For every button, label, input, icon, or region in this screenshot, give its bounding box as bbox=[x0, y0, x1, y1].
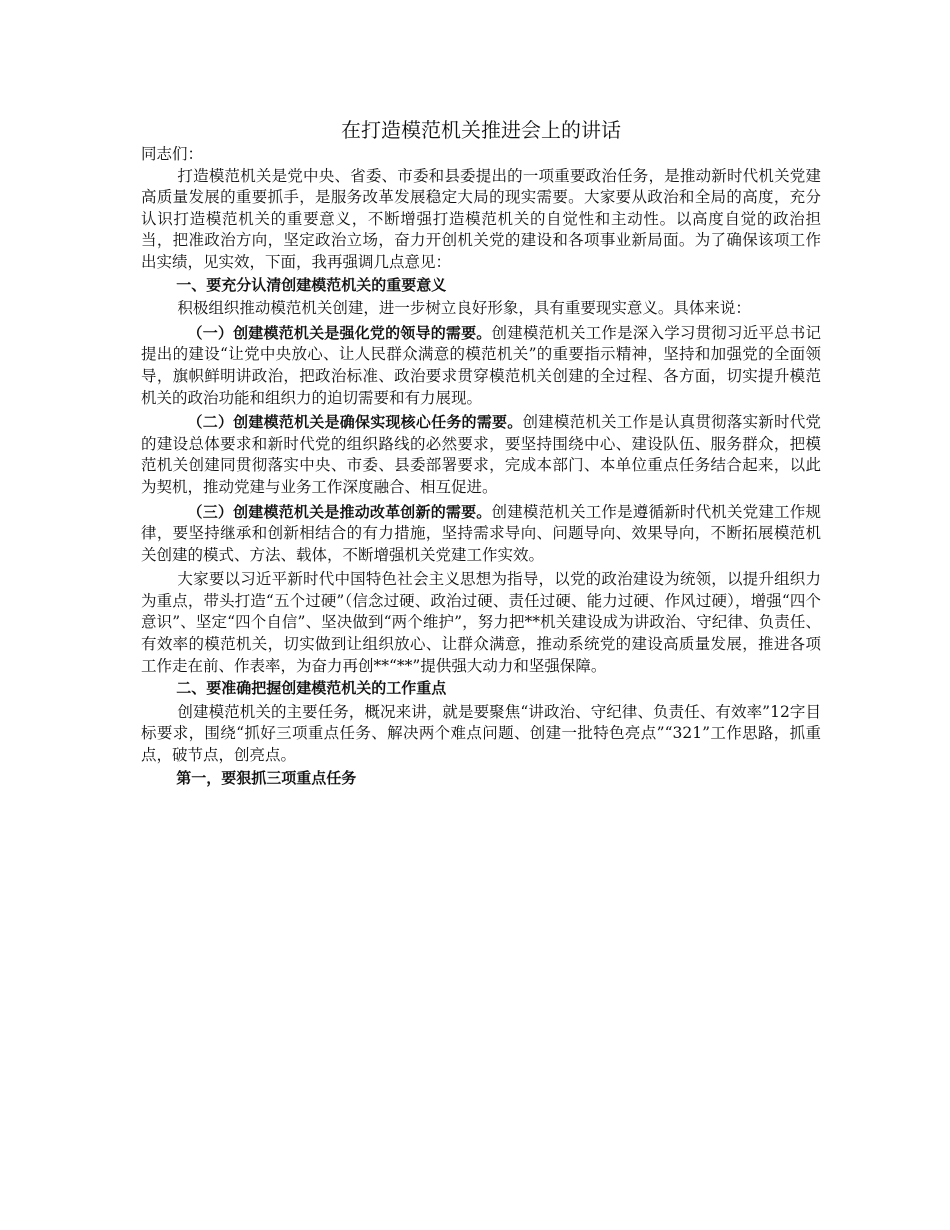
point-1-lead: （一）创建模范机关是强化党的领导的需要。 bbox=[187, 323, 492, 342]
salutation: 同志们： bbox=[141, 145, 204, 163]
point-2-text: 创建模范机关工作是认真贯彻落实新时代党的建设总体要求和新时代党的组织路线的必然要求，要坚持围绕中心、建设队伍、服务群众，把模范机关创建同贯彻落实中央、市委、县委部署要求，完成本部门、本单位重点任务结合起来，以此为契机，推动党建与业务工作深度融合、相互促进。 bbox=[141, 413, 821, 496]
point-1-text: 创建模范机关工作是深入学习贯彻习近平总书记提出的建设“让党中央放心、让人民群众满意的模范机关”的重要指示精神，坚持和加强党的全面领导，旗帜鲜明讲政治，把政治标准、政治要求贯穿模范机关创建的全过程、各方面，切实提升模范机关的政治功能和组织力的迫切需要和有力展现。 bbox=[141, 323, 821, 407]
section2-body: 创建模范机关的主要任务，概况来讲，就是要聚焦“讲政治、守纪律、负责任、有效率”12字目标要求，围绕“抓好三项重点任务、解决两个难点问题、创建一批特色亮点”“321”工作思路，抓重点，破节点，创亮点。 bbox=[141, 702, 821, 765]
intro-paragraph: 打造模范机关是党中央、省委、市委和县委提出的一项重要政治任务，是推动新时代机关党建高质量发展的重要抓手，是服务改革发展稳定大局的现实需要。大家要从政治和全局的高度，充分认识打造模范机关的重要意义，不断增强打造模范机关的自觉性和主动性。以高度自觉的政治担当，把准政治方向，坚定政治立场，奋力开创机关党的建设和各项事业新局面。为了确保该项工作出实绩，见实效，下面，我再强调几点意见： bbox=[141, 166, 821, 271]
document-page bbox=[141, 116, 821, 791]
point-2-lead: （二）创建模范机关是确保实现核心任务的需要。 bbox=[187, 413, 523, 432]
point-3 bbox=[141, 502, 821, 567]
section1-closing: 大家要以习近平新时代中国特色社会主义思想为指导，以党的政治建设为统领，以提升组织力为重点，带头打造“五个过硬”（信念过硬、政治过硬、责任过硬、能力过硬、作风过硬），增强“四个意识”、坚定“四个自信”、坚决做到“两个维护”，努力把**机关建设成为讲政治、守纪律、负责任、有效率的模范机关，切实做到让组织放心、让群众满意，推动系统党的建设高质量发展，推进各项工作走在前、作表率，为奋力再创**“**”提供强大动力和坚强保障。 bbox=[141, 570, 821, 675]
sub-heading-first: 第一，要狠抓三项重点任务 bbox=[176, 768, 357, 787]
section-heading-2: 二、要准确把握创建模范机关的工作重点 bbox=[176, 679, 447, 698]
section-heading-1: 一、要充分认清创建模范机关的重要意义 bbox=[176, 275, 447, 294]
point-3-text: 创建模范机关工作是遵循新时代机关党建工作规律，要坚持继承和创新相结合的有力措施，坚持需求导向、问题导向、效果导向，不断拓展模范机关创建的模式、方法、载体，不断增强机关党建工作实效。 bbox=[141, 502, 821, 564]
point-1 bbox=[141, 323, 821, 409]
point-3-lead: （三）创建模范机关是推动改革创新的需要。 bbox=[187, 502, 492, 521]
document-title: 在打造模范机关推进会上的讲话 bbox=[341, 118, 621, 142]
section1-body: 积极组织推动模范机关创建，进一步树立良好形象，具有重要现实意义。具体来说： bbox=[177, 299, 751, 318]
point-2 bbox=[141, 412, 821, 498]
